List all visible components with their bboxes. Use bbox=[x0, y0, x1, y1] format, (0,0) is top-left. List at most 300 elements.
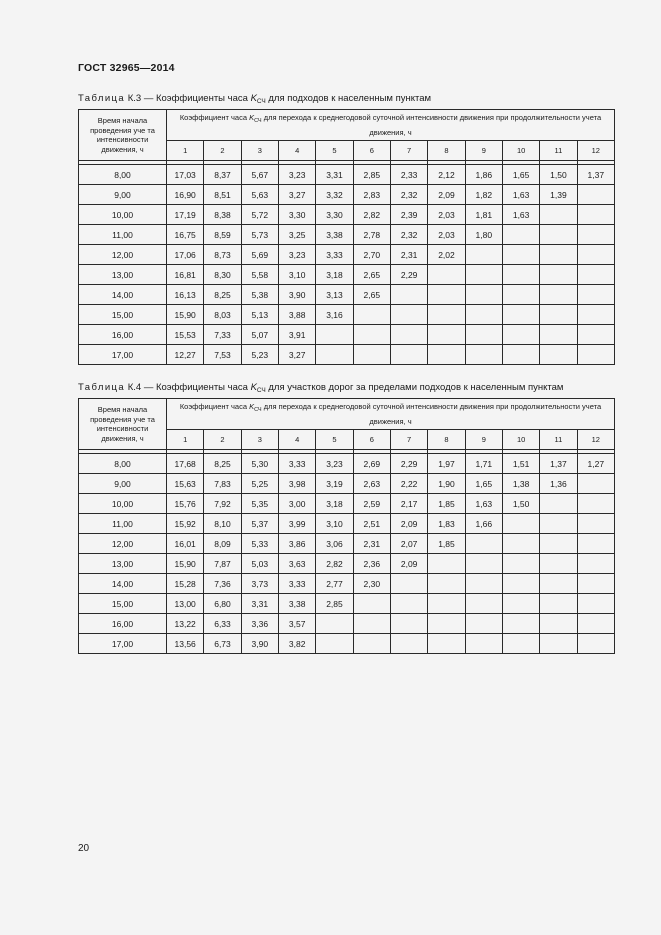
coefficient-cell: 6,33 bbox=[204, 614, 241, 634]
hour-cell: 8,00 bbox=[79, 454, 167, 474]
coefficient-cell: 2,09 bbox=[390, 514, 427, 534]
coefficient-cell: 13,22 bbox=[167, 614, 204, 634]
coefficient-cell: 15,76 bbox=[167, 494, 204, 514]
table-row bbox=[79, 245, 615, 265]
coefficient-cell: 2,12 bbox=[428, 165, 465, 185]
coefficient-cell: 15,92 bbox=[167, 514, 204, 534]
table-row bbox=[79, 494, 615, 514]
coefficient-cell: 1,37 bbox=[577, 165, 614, 185]
coefficient-cell: 2,69 bbox=[353, 454, 390, 474]
coefficient-cell: 2,51 bbox=[353, 514, 390, 534]
coefficient-cell bbox=[577, 614, 614, 634]
coefficient-cell: 1,97 bbox=[428, 454, 465, 474]
caption-text: — Коэффициенты часа bbox=[143, 93, 248, 104]
table-row bbox=[79, 534, 615, 554]
coefficient-cell: 2,85 bbox=[316, 594, 353, 614]
table-row bbox=[79, 305, 615, 325]
duration-col-header: 9 bbox=[465, 141, 502, 161]
coefficient-cell: 1,85 bbox=[428, 494, 465, 514]
coefficient-cell: 3,31 bbox=[316, 165, 353, 185]
coefficient-cell bbox=[540, 205, 577, 225]
document-header: ГОСТ 32965—2014 bbox=[78, 62, 175, 74]
coefficient-cell: 2,32 bbox=[390, 225, 427, 245]
coefficient-cell bbox=[577, 494, 614, 514]
coefficient-cell bbox=[390, 325, 427, 345]
duration-col-header: 5 bbox=[316, 141, 353, 161]
coefficient-cell bbox=[502, 245, 539, 265]
coefficient-cell bbox=[540, 345, 577, 365]
coefficient-cell: 7,36 bbox=[204, 574, 241, 594]
coefficient-cell: 15,90 bbox=[167, 305, 204, 325]
coefficient-cell bbox=[540, 305, 577, 325]
coefficient-cell bbox=[540, 614, 577, 634]
coefficient-cell: 2,77 bbox=[316, 574, 353, 594]
hour-cell: 16,00 bbox=[79, 614, 167, 634]
coefficient-cell: 3,31 bbox=[241, 594, 278, 614]
coef-head-a: Коэффициент часа bbox=[179, 402, 248, 411]
hour-cell: 17,00 bbox=[79, 345, 167, 365]
coefficient-cell: 5,35 bbox=[241, 494, 278, 514]
coefficient-cell: 3,23 bbox=[316, 454, 353, 474]
duration-col-header: 3 bbox=[241, 430, 278, 450]
duration-col-header: 10 bbox=[502, 430, 539, 450]
caption-number: К.3 bbox=[127, 93, 142, 104]
coefficient-cell bbox=[502, 325, 539, 345]
caption-subscript: СЧ bbox=[256, 387, 266, 394]
coefficient-cell: 1,63 bbox=[465, 494, 502, 514]
coefficient-cell: 2,36 bbox=[353, 554, 390, 574]
coefficient-cell: 1,81 bbox=[465, 205, 502, 225]
coefficient-cell: 1,50 bbox=[540, 165, 577, 185]
coefficient-cell bbox=[353, 634, 390, 654]
coefficient-cell bbox=[577, 594, 614, 614]
coefficient-cell bbox=[390, 634, 427, 654]
coefficient-cell: 17,68 bbox=[167, 454, 204, 474]
coefficient-cell bbox=[465, 305, 502, 325]
coefficient-cell bbox=[502, 265, 539, 285]
coefficient-cell bbox=[577, 325, 614, 345]
coefficient-cell: 15,63 bbox=[167, 474, 204, 494]
hour-cell: 10,00 bbox=[79, 205, 167, 225]
coefficient-cell bbox=[577, 205, 614, 225]
coefficient-cell: 3,33 bbox=[278, 454, 315, 474]
coefficient-cell: 5,73 bbox=[241, 225, 278, 245]
coefficient-cell: 3,23 bbox=[278, 245, 315, 265]
coefficient-cell: 8,37 bbox=[204, 165, 241, 185]
duration-col-header: 1 bbox=[167, 141, 204, 161]
coefficient-cell bbox=[502, 574, 539, 594]
coef-head-subscript: СЧ bbox=[254, 118, 262, 124]
duration-col-header: 1 bbox=[167, 430, 204, 450]
hour-cell: 16,00 bbox=[79, 325, 167, 345]
coefficient-cell bbox=[502, 225, 539, 245]
caption-tail: для участков дорог за пределами подходов к населенным пунктам bbox=[268, 382, 564, 393]
coefficient-cell: 2,33 bbox=[390, 165, 427, 185]
coefficient-cell bbox=[540, 325, 577, 345]
coefficient-cell: 3,32 bbox=[316, 185, 353, 205]
coefficient-cell: 3,10 bbox=[278, 265, 315, 285]
coefficient-cell: 8,03 bbox=[204, 305, 241, 325]
coef-head-symbol: K bbox=[249, 113, 255, 122]
coefficient-cell: 5,37 bbox=[241, 514, 278, 534]
coefficient-cell: 3,33 bbox=[316, 245, 353, 265]
coefficient-cell: 16,75 bbox=[167, 225, 204, 245]
coefficient-cell: 1,65 bbox=[465, 474, 502, 494]
coefficient-cell bbox=[540, 245, 577, 265]
coefficient-cell: 3,98 bbox=[278, 474, 315, 494]
coefficient-cell bbox=[577, 554, 614, 574]
coefficient-cell: 2,02 bbox=[428, 245, 465, 265]
table-k4 bbox=[78, 398, 615, 654]
duration-col-header: 7 bbox=[390, 141, 427, 161]
coefficient-cell: 3,13 bbox=[316, 285, 353, 305]
coefficient-cell bbox=[540, 494, 577, 514]
coefficient-cell bbox=[353, 614, 390, 634]
coefficient-cell: 1,36 bbox=[540, 474, 577, 494]
coefficient-cell bbox=[353, 305, 390, 325]
coefficient-cell: 1,90 bbox=[428, 474, 465, 494]
hour-cell: 15,00 bbox=[79, 594, 167, 614]
coefficient-cell: 7,92 bbox=[204, 494, 241, 514]
coefficient-cell bbox=[465, 245, 502, 265]
coefficient-cell bbox=[465, 554, 502, 574]
coefficient-cell bbox=[577, 474, 614, 494]
coefficient-cell bbox=[465, 634, 502, 654]
coefficient-cell bbox=[540, 594, 577, 614]
table-row bbox=[79, 474, 615, 494]
coefficient-cell bbox=[465, 265, 502, 285]
coefficient-cell bbox=[428, 554, 465, 574]
coefficient-cell: 15,90 bbox=[167, 554, 204, 574]
coefficient-cell: 17,03 bbox=[167, 165, 204, 185]
coefficient-cell: 8,09 bbox=[204, 534, 241, 554]
hour-cell: 13,00 bbox=[79, 265, 167, 285]
coefficient-cell: 3,36 bbox=[241, 614, 278, 634]
coefficient-cell: 1,63 bbox=[502, 205, 539, 225]
coefficient-cell bbox=[502, 594, 539, 614]
caption-tail: для подходов к населенным пунктам bbox=[268, 93, 432, 104]
coefficient-cell: 3,00 bbox=[278, 494, 315, 514]
coefficient-cell: 1,71 bbox=[465, 454, 502, 474]
duration-col-header: 12 bbox=[577, 430, 614, 450]
coefficient-cell: 1,51 bbox=[502, 454, 539, 474]
duration-col-header: 5 bbox=[316, 430, 353, 450]
coefficient-cell: 5,33 bbox=[241, 534, 278, 554]
duration-col-header: 8 bbox=[428, 430, 465, 450]
coefficient-cell: 5,69 bbox=[241, 245, 278, 265]
coefficient-cell: 3,90 bbox=[241, 634, 278, 654]
coefficient-cell: 13,00 bbox=[167, 594, 204, 614]
coefficient-cell bbox=[540, 285, 577, 305]
table-row bbox=[79, 614, 615, 634]
coefficient-cell bbox=[577, 574, 614, 594]
coefficient-cell bbox=[353, 345, 390, 365]
coefficient-cell: 13,56 bbox=[167, 634, 204, 654]
coefficient-cell bbox=[502, 614, 539, 634]
coefficient-cell: 1,80 bbox=[465, 225, 502, 245]
coefficient-cell: 5,07 bbox=[241, 325, 278, 345]
coefficient-cell: 8,25 bbox=[204, 454, 241, 474]
caption-prefix: Таблица bbox=[78, 93, 126, 104]
coefficient-cell bbox=[428, 614, 465, 634]
coefficient-cell: 3,27 bbox=[278, 185, 315, 205]
coefficient-cell bbox=[577, 634, 614, 654]
coefficient-cell: 1,37 bbox=[540, 454, 577, 474]
coefficient-cell: 3,38 bbox=[316, 225, 353, 245]
hour-cell: 9,00 bbox=[79, 185, 167, 205]
hour-cell: 10,00 bbox=[79, 494, 167, 514]
coef-head-subscript: СЧ bbox=[254, 407, 262, 413]
coefficient-cell: 2,03 bbox=[428, 205, 465, 225]
hour-column-header: Время начала проведения уче та интенсивности движения, ч bbox=[79, 110, 167, 161]
coef-head-symbol: K bbox=[249, 402, 255, 411]
duration-col-header: 3 bbox=[241, 141, 278, 161]
duration-col-header: 2 bbox=[204, 430, 241, 450]
hour-cell: 13,00 bbox=[79, 554, 167, 574]
coefficient-cell: 16,90 bbox=[167, 185, 204, 205]
coefficient-cell bbox=[577, 185, 614, 205]
coefficient-cell bbox=[502, 534, 539, 554]
coefficient-cell: 1,50 bbox=[502, 494, 539, 514]
coefficient-cell: 15,28 bbox=[167, 574, 204, 594]
duration-col-header: 6 bbox=[353, 430, 390, 450]
coefficient-cell: 3,82 bbox=[278, 634, 315, 654]
hour-cell: 11,00 bbox=[79, 225, 167, 245]
coefficient-cell: 2,82 bbox=[353, 205, 390, 225]
coefficient-cell bbox=[502, 554, 539, 574]
table-row bbox=[79, 345, 615, 365]
coefficient-cell: 7,33 bbox=[204, 325, 241, 345]
coefficient-cell: 2,31 bbox=[353, 534, 390, 554]
table-k4-caption bbox=[78, 382, 563, 394]
coefficient-cell bbox=[316, 614, 353, 634]
coefficient-cell bbox=[353, 594, 390, 614]
coefficient-cell: 3,30 bbox=[316, 205, 353, 225]
coefficient-cell: 8,25 bbox=[204, 285, 241, 305]
coefficient-cell bbox=[577, 514, 614, 534]
coef-head-b: для перехода к среднегодовой суточной интенсивности движения при продолжительности учета движения, ч bbox=[263, 113, 602, 137]
coefficient-cell bbox=[428, 305, 465, 325]
coefficient-cell bbox=[577, 285, 614, 305]
hour-cell: 14,00 bbox=[79, 285, 167, 305]
coefficient-cell: 3,27 bbox=[278, 345, 315, 365]
table-row bbox=[79, 205, 615, 225]
coef-head-b: для перехода к среднегодовой суточной интенсивности движения при продолжительности учета движения, ч bbox=[263, 402, 602, 426]
coefficient-cell: 7,83 bbox=[204, 474, 241, 494]
coefficient-cell: 17,06 bbox=[167, 245, 204, 265]
coefficient-cell: 2,29 bbox=[390, 454, 427, 474]
coefficient-cell bbox=[390, 345, 427, 365]
table-k3 bbox=[78, 109, 615, 365]
coefficient-cell: 3,63 bbox=[278, 554, 315, 574]
duration-col-header: 6 bbox=[353, 141, 390, 161]
coefficient-header bbox=[167, 399, 615, 430]
coefficient-cell: 3,57 bbox=[278, 614, 315, 634]
coefficient-cell: 2,65 bbox=[353, 285, 390, 305]
coefficient-cell bbox=[502, 345, 539, 365]
table-row bbox=[79, 634, 615, 654]
coefficient-cell: 1,66 bbox=[465, 514, 502, 534]
coefficient-cell: 5,13 bbox=[241, 305, 278, 325]
coefficient-cell: 1,85 bbox=[428, 534, 465, 554]
coefficient-cell: 2,63 bbox=[353, 474, 390, 494]
coefficient-cell bbox=[428, 634, 465, 654]
coefficient-cell: 2,29 bbox=[390, 265, 427, 285]
duration-col-header: 4 bbox=[278, 141, 315, 161]
duration-col-header: 9 bbox=[465, 430, 502, 450]
coefficient-cell: 16,13 bbox=[167, 285, 204, 305]
coefficient-cell bbox=[428, 325, 465, 345]
table-row bbox=[79, 594, 615, 614]
coefficient-cell: 3,23 bbox=[278, 165, 315, 185]
coefficient-cell bbox=[390, 614, 427, 634]
coefficient-cell bbox=[353, 325, 390, 345]
coefficient-cell bbox=[390, 305, 427, 325]
coefficient-cell bbox=[428, 285, 465, 305]
coefficient-cell bbox=[465, 325, 502, 345]
coefficient-cell: 5,63 bbox=[241, 185, 278, 205]
table-row bbox=[79, 285, 615, 305]
hour-cell: 12,00 bbox=[79, 245, 167, 265]
coefficient-cell: 8,10 bbox=[204, 514, 241, 534]
hour-cell: 17,00 bbox=[79, 634, 167, 654]
hour-column-header: Время начала проведения уче та интенсивности движения, ч bbox=[79, 399, 167, 450]
coefficient-cell bbox=[390, 574, 427, 594]
coefficient-cell: 5,23 bbox=[241, 345, 278, 365]
table-row bbox=[79, 265, 615, 285]
caption-symbol: K bbox=[250, 382, 257, 393]
coefficient-cell: 2,78 bbox=[353, 225, 390, 245]
coefficient-cell bbox=[577, 265, 614, 285]
hour-cell: 14,00 bbox=[79, 574, 167, 594]
caption-number: К.4 bbox=[127, 382, 142, 393]
coefficient-cell: 2,03 bbox=[428, 225, 465, 245]
coefficient-cell: 5,72 bbox=[241, 205, 278, 225]
coefficient-cell bbox=[540, 514, 577, 534]
coefficient-cell bbox=[577, 225, 614, 245]
coefficient-cell: 6,73 bbox=[204, 634, 241, 654]
caption-text: — Коэффициенты часа bbox=[143, 382, 248, 393]
duration-col-header: 4 bbox=[278, 430, 315, 450]
page-number: 20 bbox=[78, 843, 90, 854]
coefficient-cell: 12,27 bbox=[167, 345, 204, 365]
coefficient-cell: 2,32 bbox=[390, 185, 427, 205]
coefficient-cell: 8,51 bbox=[204, 185, 241, 205]
coefficient-cell: 16,01 bbox=[167, 534, 204, 554]
duration-col-header: 2 bbox=[204, 141, 241, 161]
coefficient-cell: 2,82 bbox=[316, 554, 353, 574]
coefficient-cell: 3,88 bbox=[278, 305, 315, 325]
coefficient-cell: 1,27 bbox=[577, 454, 614, 474]
coefficient-cell bbox=[390, 285, 427, 305]
coefficient-cell: 1,83 bbox=[428, 514, 465, 534]
hour-cell: 12,00 bbox=[79, 534, 167, 554]
duration-col-header: 11 bbox=[540, 141, 577, 161]
coefficient-cell: 3,16 bbox=[316, 305, 353, 325]
coefficient-cell: 8,38 bbox=[204, 205, 241, 225]
coef-head-a: Коэффициент часа bbox=[179, 113, 248, 122]
coefficient-cell bbox=[316, 345, 353, 365]
coefficient-cell: 3,90 bbox=[278, 285, 315, 305]
coefficient-cell: 15,53 bbox=[167, 325, 204, 345]
table-row bbox=[79, 454, 615, 474]
coefficient-cell bbox=[465, 285, 502, 305]
coefficient-cell: 1,63 bbox=[502, 185, 539, 205]
coefficient-cell bbox=[502, 305, 539, 325]
coefficient-cell bbox=[577, 245, 614, 265]
coefficient-cell bbox=[428, 345, 465, 365]
coefficient-cell bbox=[502, 514, 539, 534]
coefficient-cell: 1,65 bbox=[502, 165, 539, 185]
coefficient-cell: 2,65 bbox=[353, 265, 390, 285]
coefficient-cell bbox=[428, 265, 465, 285]
hour-cell: 15,00 bbox=[79, 305, 167, 325]
coefficient-cell bbox=[465, 594, 502, 614]
table-row bbox=[79, 514, 615, 534]
coefficient-cell: 1,86 bbox=[465, 165, 502, 185]
coefficient-cell: 3,33 bbox=[278, 574, 315, 594]
coefficient-cell: 3,19 bbox=[316, 474, 353, 494]
coefficient-cell bbox=[316, 634, 353, 654]
coefficient-cell bbox=[540, 534, 577, 554]
coefficient-cell: 3,18 bbox=[316, 494, 353, 514]
coefficient-cell: 1,39 bbox=[540, 185, 577, 205]
duration-col-header: 10 bbox=[502, 141, 539, 161]
coefficient-cell bbox=[577, 534, 614, 554]
coefficient-cell: 3,38 bbox=[278, 594, 315, 614]
table-row bbox=[79, 554, 615, 574]
coefficient-cell: 2,39 bbox=[390, 205, 427, 225]
coefficient-cell: 3,18 bbox=[316, 265, 353, 285]
coefficient-cell bbox=[465, 574, 502, 594]
coefficient-cell: 3,10 bbox=[316, 514, 353, 534]
coefficient-cell bbox=[540, 634, 577, 654]
coefficient-cell: 2,07 bbox=[390, 534, 427, 554]
coefficient-cell: 7,87 bbox=[204, 554, 241, 574]
table-row bbox=[79, 165, 615, 185]
coefficient-cell bbox=[428, 594, 465, 614]
duration-col-header: 11 bbox=[540, 430, 577, 450]
coefficient-cell bbox=[465, 345, 502, 365]
hour-cell: 8,00 bbox=[79, 165, 167, 185]
coefficient-cell: 1,38 bbox=[502, 474, 539, 494]
coefficient-cell: 5,03 bbox=[241, 554, 278, 574]
coefficient-cell bbox=[540, 554, 577, 574]
coefficient-cell: 2,83 bbox=[353, 185, 390, 205]
caption-prefix: Таблица bbox=[78, 382, 126, 393]
coefficient-cell bbox=[502, 634, 539, 654]
hour-cell: 11,00 bbox=[79, 514, 167, 534]
coefficient-header bbox=[167, 110, 615, 141]
coefficient-cell bbox=[502, 285, 539, 305]
coefficient-cell: 17,19 bbox=[167, 205, 204, 225]
duration-col-header: 8 bbox=[428, 141, 465, 161]
coefficient-cell: 6,80 bbox=[204, 594, 241, 614]
coefficient-cell bbox=[465, 614, 502, 634]
coefficient-cell bbox=[540, 225, 577, 245]
caption-symbol: K bbox=[250, 93, 257, 104]
coefficient-cell: 8,73 bbox=[204, 245, 241, 265]
table-row bbox=[79, 325, 615, 345]
table-row bbox=[79, 574, 615, 594]
coefficient-cell: 3,30 bbox=[278, 205, 315, 225]
coefficient-cell: 5,67 bbox=[241, 165, 278, 185]
coefficient-cell: 3,99 bbox=[278, 514, 315, 534]
duration-col-header: 7 bbox=[390, 430, 427, 450]
coefficient-cell: 8,59 bbox=[204, 225, 241, 245]
coefficient-cell: 2,09 bbox=[428, 185, 465, 205]
coefficient-cell bbox=[428, 574, 465, 594]
